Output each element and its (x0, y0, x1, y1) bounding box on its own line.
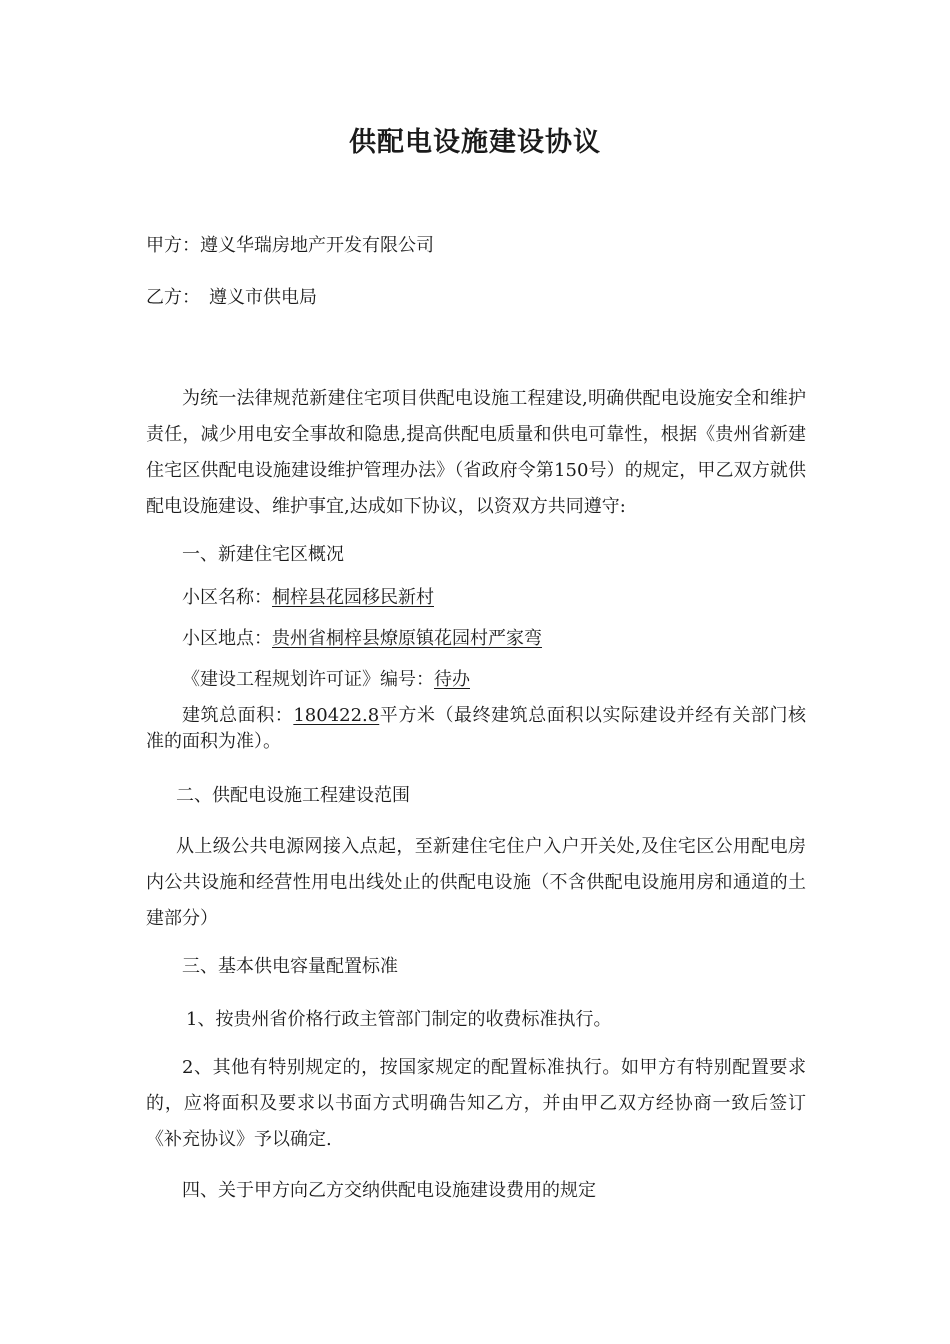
section2-heading: 二、供配电设施工程建设范围 (176, 785, 410, 806)
permit-value: 待办 (434, 669, 470, 690)
community-location-label: 小区地点： (182, 628, 272, 649)
section3-item2: 2、其他有特别规定的，按国家规定的配置标准执行。如甲方有特别配置要求的，应将面积及要求以书面方式明确告知乙方，并由甲乙双方经协商一致后签订《补充协议》予以确定. (146, 1057, 806, 1150)
community-name-value: 桐梓县花园移民新村 (272, 587, 434, 608)
area-suffix: 平方米（最终建筑总面积以实际建设并经有关部门核准的面积为准）。 (146, 705, 807, 752)
community-name-row (182, 583, 434, 613)
permit-row (182, 665, 470, 695)
section4-heading: 四、关于甲方向乙方交纳供配电设施建设费用的规定 (182, 1180, 596, 1201)
community-location-row (182, 624, 542, 654)
section1-heading: 一、新建住宅区概况 (182, 544, 344, 565)
section3-heading: 三、基本供电容量配置标准 (182, 956, 398, 977)
party-b: 乙方： 遵义市供电局 (146, 287, 317, 308)
party-a: 甲方：遵义华瑞房地产开发有限公司 (146, 235, 434, 256)
section3-item1: 1、按贵州省价格行政主管部门制定的收费标准执行。 (186, 1009, 612, 1030)
intro-paragraph: 为统一法律规范新建住宅项目供配电设施工程建设,明确供配电设施安全和维护责任，减少用电安全事故和隐患,提高供配电质量和供电可靠性，根据《贵州省新建住宅区供配电设施建设维护管理办法》（省政府令第150号）的规定，甲乙双方就供配电设施建设、维护事宜,达成如下协议，以资双方共同遵守: (146, 388, 806, 517)
area-paragraph (146, 703, 806, 755)
community-location-value: 贵州省桐梓县燎原镇花园村严家弯 (272, 628, 542, 649)
permit-label: 《建设工程规划许可证》编号： (182, 669, 434, 690)
area-label: 建筑总面积： (182, 705, 294, 726)
section2-body: 从上级公共电源网接入点起，至新建住宅住户入户开关处,及住宅区公用配电房内公共设施和经营性用电出线处止的供配电设施（不含供配电设施用房和通道的土建部分） (146, 836, 806, 929)
community-name-label: 小区名称： (182, 587, 272, 608)
document-title: 供配电设施建设协议 (349, 127, 601, 158)
area-value: 180422.8 (293, 705, 380, 726)
